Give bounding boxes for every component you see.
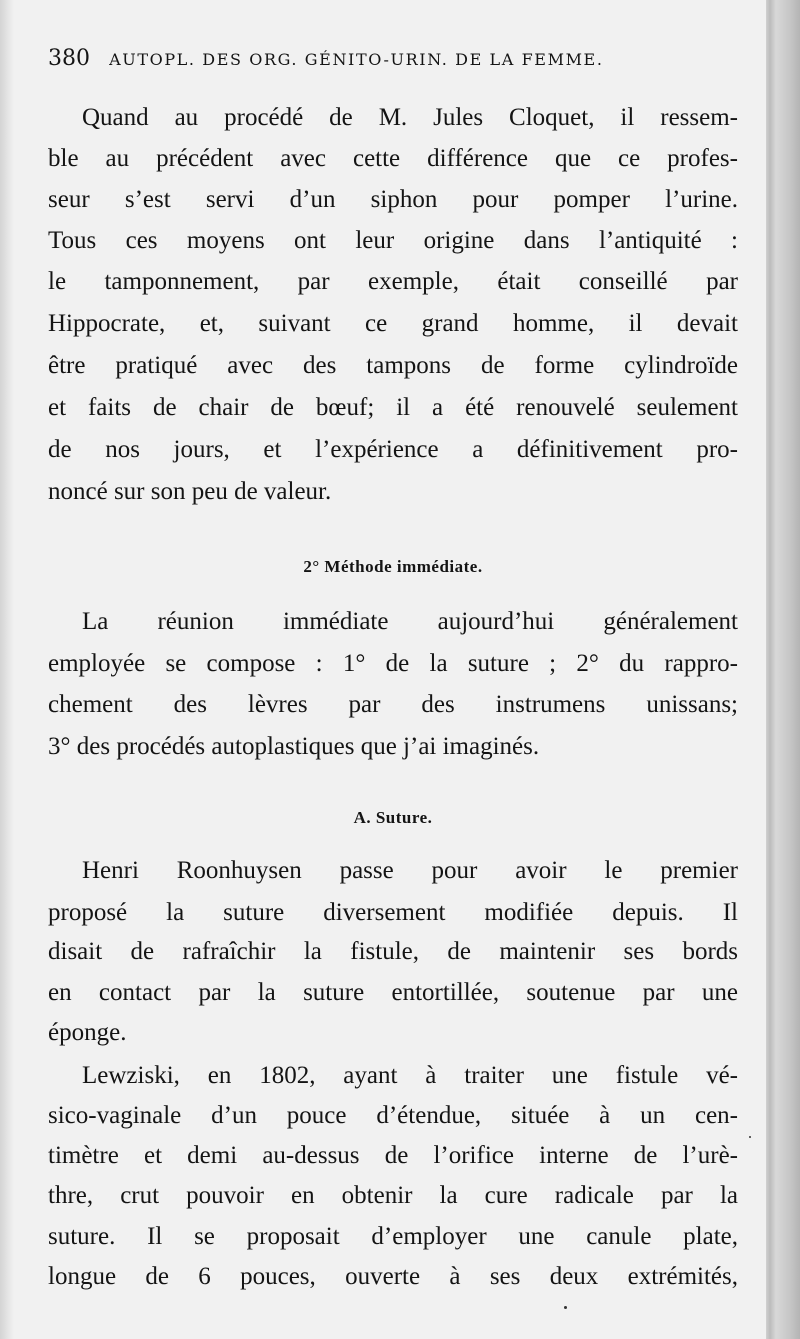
text-line: Tous ces moyens ont leur origine dans l’antiquité : (48, 227, 738, 254)
text-line: Lewziski, en 1802, ayant à traiter une fistule vé- (82, 1062, 738, 1089)
page-edge (766, 0, 800, 1339)
text-line: et faits de chair de bœuf; il a été renouvelé seulement (48, 394, 738, 421)
text-line: éponge. (48, 1019, 127, 1046)
text-line: suture. Il se proposait d’employer une canule plate, (48, 1223, 738, 1250)
gutter-shadow (0, 0, 14, 1339)
text-line: de nos jours, et l’expérience a définitivement pro- (48, 436, 738, 463)
text-line: seur s’est servi d’un siphon pour pomper l’urine. (48, 186, 738, 213)
subsection-heading: A. Suture. (353, 808, 433, 827)
text-line: timètre et demi au-dessus de l’orifice interne de l’urè- (48, 1142, 738, 1169)
text-line: ble au précédent avec cette différence que ce profes- (48, 145, 738, 172)
text-line: sico-vaginale d’un pouce d’étendue, située à un cen- (48, 1102, 738, 1129)
page-number: 380 (48, 46, 90, 71)
text-line: le tamponnement, par exemple, était conseillé par (48, 268, 738, 295)
text-line: thre, crut pouvoir en obtenir la cure radicale par la (48, 1182, 738, 1209)
text-line: longue de 6 pouces, ouverte à ses deux extrémités, (48, 1263, 738, 1290)
text-line: être pratiqué avec des tampons de forme cylindroïde (48, 352, 738, 379)
text-line: Quand au procédé de M. Jules Cloquet, il ressem- (82, 104, 738, 131)
text-line: employée se compose : 1° de la suture ; 2° du rappro- (48, 650, 738, 677)
text-line: chement des lèvres par des instrumens unissans; (48, 691, 738, 718)
ink-speck (749, 1136, 751, 1138)
text-line: en contact par la suture entortillée, soutenue par une (48, 979, 738, 1006)
text-line: 3° des procédés autoplastiques que j’ai imaginés. (48, 733, 540, 760)
running-head (48, 44, 738, 74)
text-line: Hippocrate, et, suivant ce grand homme, il devait (48, 310, 738, 337)
text-line: noncé sur son peu de valeur. (48, 478, 332, 505)
text-line: proposé la suture diversement modifiée depuis. Il (48, 899, 738, 926)
text-line: disait de rafraîchir la fistule, de maintenir ses bords (48, 938, 738, 965)
ink-speck (564, 1306, 567, 1309)
text-line: Henri Roonhuysen passe pour avoir le premier (82, 857, 738, 884)
text-line: La réunion immédiate aujourd’hui généralement (82, 608, 738, 635)
section-heading: 2° Méthode immédiate. (303, 557, 483, 576)
running-head-title: AUTOPL. DES ORG. GÉNITO-URIN. DE LA FEMME. (109, 50, 604, 69)
